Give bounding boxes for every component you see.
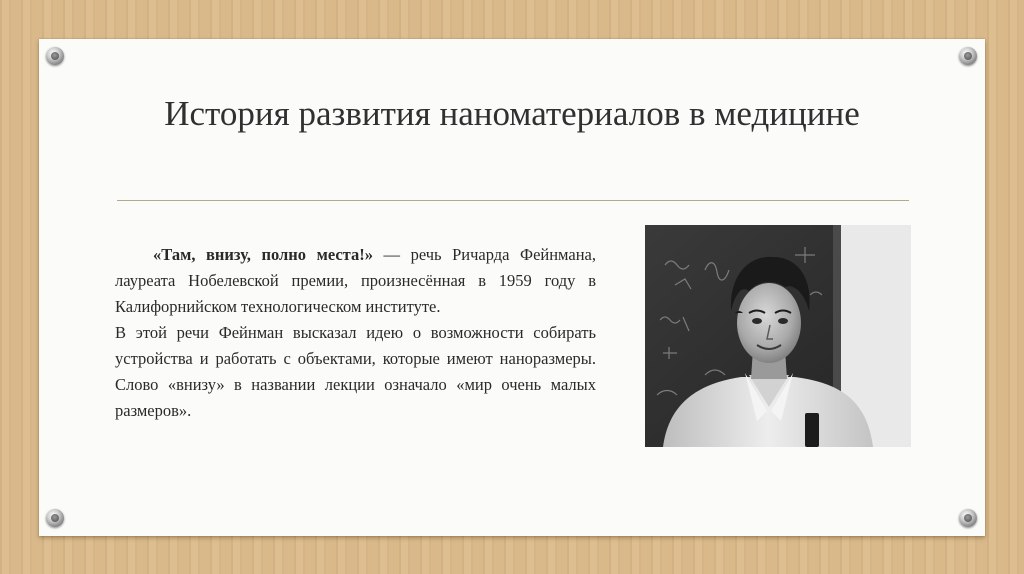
slide-card — [39, 39, 985, 536]
pushpin-icon — [959, 47, 977, 65]
pushpin-icon — [46, 47, 64, 65]
paragraph-1 — [115, 242, 596, 320]
quote-title: «Там, внизу, полно места!» — [153, 245, 373, 264]
slide-title: История развития наноматериалов в медицине — [164, 94, 860, 133]
pushpin-icon — [46, 509, 64, 527]
paragraph-2: В этой речи Фейнман высказал идею о возможности собирать устройства и работать с объектами, которые имеют наноразмеры. Слово «внизу» в названии лекции означало «мир очень малых размеров». — [115, 323, 596, 420]
paragraph-1-text: — речь Ричарда Фейнмана, лауреата Нобелевской премии, произнесённая в 1959 году в Калифорнийском технологическом институте. — [115, 245, 596, 316]
title-divider — [117, 200, 909, 201]
pushpin-icon — [959, 509, 977, 527]
body-text — [115, 242, 596, 424]
portrait-photo — [645, 225, 911, 447]
